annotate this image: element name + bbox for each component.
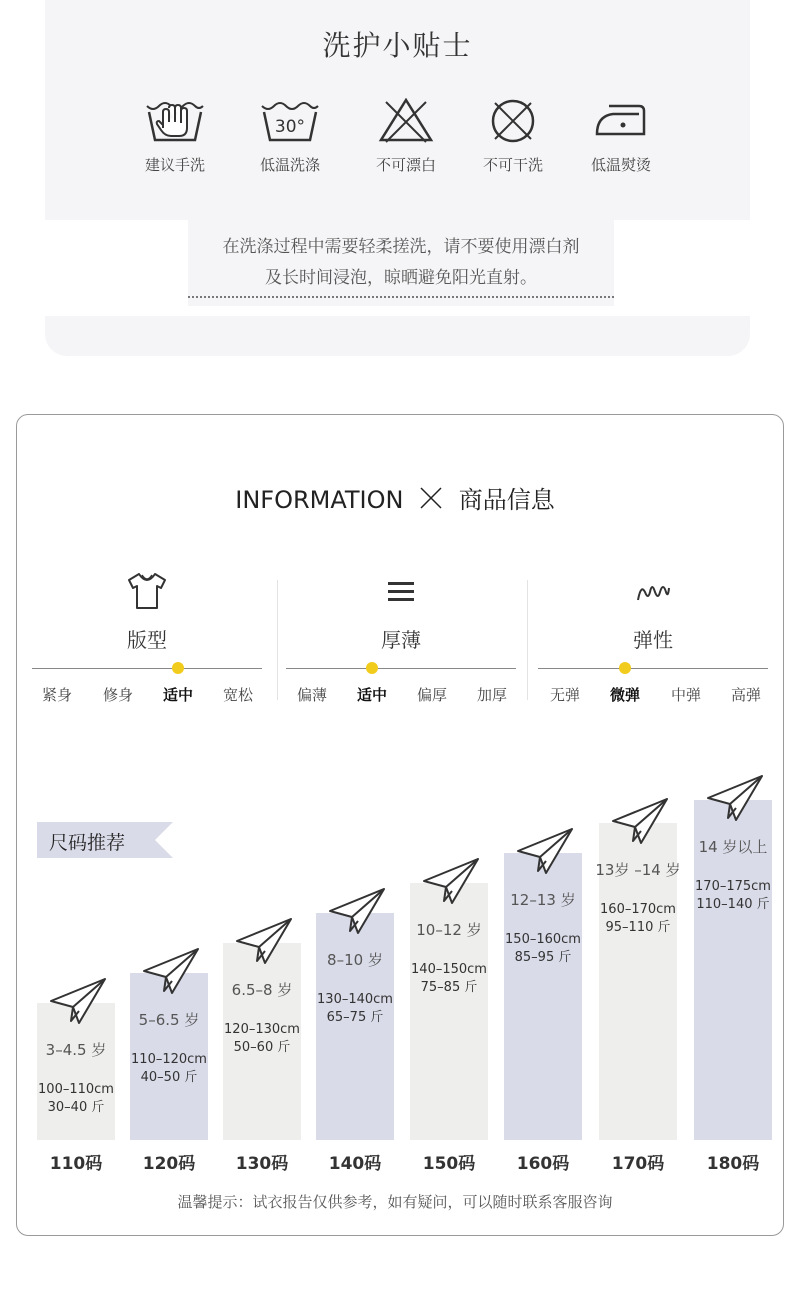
- paper-plane-icon: [235, 917, 293, 969]
- fitting-tip: 温馨提示：试衣报告仅供参考，如有疑问，可以随时联系客服咨询: [177, 1193, 613, 1211]
- size-weight: 75–85 斤: [420, 980, 478, 995]
- size-height: 160–170cm: [600, 902, 676, 917]
- size-height: 170–175cm: [695, 879, 771, 894]
- care-item-no-dry-clean: [458, 98, 568, 175]
- layers-icon-wrap: [286, 570, 516, 614]
- spring-icon-wrap: [538, 570, 768, 614]
- size-code-label: 170码: [611, 1154, 665, 1174]
- size-height: 100–110cm: [38, 1082, 114, 1097]
- size-measurements: [591, 901, 685, 937]
- care-label-no-bleach: 不可漂白: [375, 156, 436, 174]
- care-title: 洗护小贴士: [322, 29, 473, 62]
- info-title: [0, 480, 790, 516]
- scale-options: [538, 684, 768, 706]
- size-measurements: [308, 991, 402, 1027]
- paper-plane-icon: [328, 887, 386, 939]
- size-bar: [410, 883, 488, 1140]
- scale-options: [32, 684, 262, 706]
- paper-plane-icon: [422, 857, 480, 909]
- care-label-wash-30: 低温洗涤: [259, 156, 320, 174]
- scale-option: 宽松: [222, 686, 253, 704]
- size-code-label: 110码: [49, 1154, 103, 1174]
- size-measurements: [122, 1051, 216, 1087]
- scale-option: 紧身: [41, 686, 72, 704]
- size-recommendation-tag: [37, 822, 173, 858]
- size-bar: [504, 853, 582, 1140]
- vertical-divider: [277, 580, 278, 700]
- size-age: 12–13 岁: [510, 891, 576, 909]
- size-age: 13岁 –14 岁: [595, 861, 681, 879]
- scale-option: 无弹: [549, 686, 580, 704]
- tshirt-icon: [125, 570, 169, 612]
- care-note-line-1: 在洗涤过程中需要轻柔搓洗，请不要使用漂白剂: [222, 237, 580, 257]
- scale-option: 修身: [102, 686, 133, 704]
- wash-30-icon: [258, 98, 322, 144]
- tshirt-icon-wrap: [32, 570, 262, 614]
- size-weight: 50–60 斤: [233, 1040, 291, 1055]
- size-height: 150–160cm: [505, 932, 581, 947]
- size-bar: [595, 823, 681, 1140]
- paper-plane-icon: [142, 947, 200, 999]
- scale-line: [286, 668, 516, 669]
- size-measurements: [215, 1021, 309, 1057]
- care-item-hand-wash: [120, 98, 230, 175]
- care-label-hand-wash: 建议手洗: [144, 156, 205, 174]
- care-item-low-iron: [566, 98, 676, 175]
- care-item-no-bleach: [351, 98, 461, 175]
- paper-plane-icon: [49, 977, 107, 1029]
- care-note-line-2: 及长时间浸泡，晾晒避免阳光直射。: [265, 268, 537, 288]
- hand-wash-icon: [143, 98, 207, 144]
- care-note: [188, 216, 614, 306]
- care-tips-card: [45, 0, 750, 356]
- wash-temp-text: 30°: [274, 117, 306, 137]
- size-weight: 95–110 斤: [605, 920, 671, 935]
- size-bar: [694, 800, 772, 1140]
- scale-options: [286, 684, 516, 706]
- scale-line: [538, 668, 768, 669]
- scale-option: 中弹: [670, 686, 701, 704]
- no-bleach-icon: [374, 98, 438, 144]
- property-name: 版型: [127, 628, 167, 652]
- care-item-wash-30: [235, 98, 345, 175]
- size-age: 10–12 岁: [416, 921, 482, 939]
- spring-icon: [635, 570, 671, 612]
- low-iron-icon: [589, 98, 653, 144]
- size-age: 8–10 岁: [327, 951, 383, 969]
- scale-option-selected: 适中: [162, 686, 193, 704]
- dotted-divider: [188, 296, 614, 298]
- cross-icon: [419, 486, 443, 516]
- scale-option: 偏薄: [296, 686, 327, 704]
- scale-option: 加厚: [476, 686, 507, 704]
- size-code-label: 150码: [422, 1154, 476, 1174]
- info-title-en: INFORMATION: [235, 486, 404, 514]
- size-weight: 110–140 斤: [696, 897, 770, 912]
- size-height: 110–120cm: [131, 1052, 207, 1067]
- size-bar: [316, 913, 394, 1140]
- care-label-low-iron: 低温熨烫: [590, 156, 651, 174]
- scale-option: 偏厚: [416, 686, 447, 704]
- size-code-label: 130码: [235, 1154, 289, 1174]
- selected-dot: [366, 662, 378, 674]
- size-weight: 65–75 斤: [326, 1010, 384, 1025]
- scale-option-selected: 微弹: [609, 686, 640, 704]
- paper-plane-icon: [611, 797, 669, 849]
- size-age: 5–6.5 岁: [138, 1011, 200, 1029]
- size-weight: 85–95 斤: [514, 950, 572, 965]
- size-tag-label: 尺码推荐: [49, 832, 126, 854]
- vertical-divider: [527, 580, 528, 700]
- size-height: 120–130cm: [224, 1022, 300, 1037]
- size-measurements: [29, 1081, 123, 1117]
- no-dry-clean-icon: [481, 98, 545, 144]
- info-title-cn: 商品信息: [458, 486, 555, 514]
- care-label-no-dry-clean: 不可干洗: [482, 156, 543, 174]
- size-code-label: 120码: [142, 1154, 196, 1174]
- property-name: 弹性: [633, 628, 673, 652]
- size-age: 14 岁以上: [698, 838, 768, 856]
- size-code-label: 140码: [328, 1154, 382, 1174]
- selected-dot: [172, 662, 184, 674]
- size-code-label: 180码: [706, 1154, 760, 1174]
- size-bar: [223, 943, 301, 1140]
- size-height: 140–150cm: [411, 962, 487, 977]
- size-age: 3–4.5 岁: [45, 1041, 107, 1059]
- size-height: 130–140cm: [317, 992, 393, 1007]
- scale-option: 高弹: [730, 686, 761, 704]
- selected-dot: [619, 662, 631, 674]
- size-measurements: [496, 931, 590, 967]
- property-name: 厚薄: [381, 628, 421, 652]
- size-age: 6.5–8 岁: [231, 981, 293, 999]
- scale-option-selected: 适中: [356, 686, 387, 704]
- paper-plane-icon: [516, 827, 574, 879]
- size-code-label: 160码: [516, 1154, 570, 1174]
- size-measurements: [686, 878, 780, 914]
- size-measurements: [402, 961, 496, 997]
- size-weight: 40–50 斤: [140, 1070, 198, 1085]
- paper-plane-icon: [706, 774, 764, 826]
- layers-icon: [385, 570, 417, 612]
- scale-line: [32, 668, 262, 669]
- size-weight: 30–40 斤: [47, 1100, 105, 1115]
